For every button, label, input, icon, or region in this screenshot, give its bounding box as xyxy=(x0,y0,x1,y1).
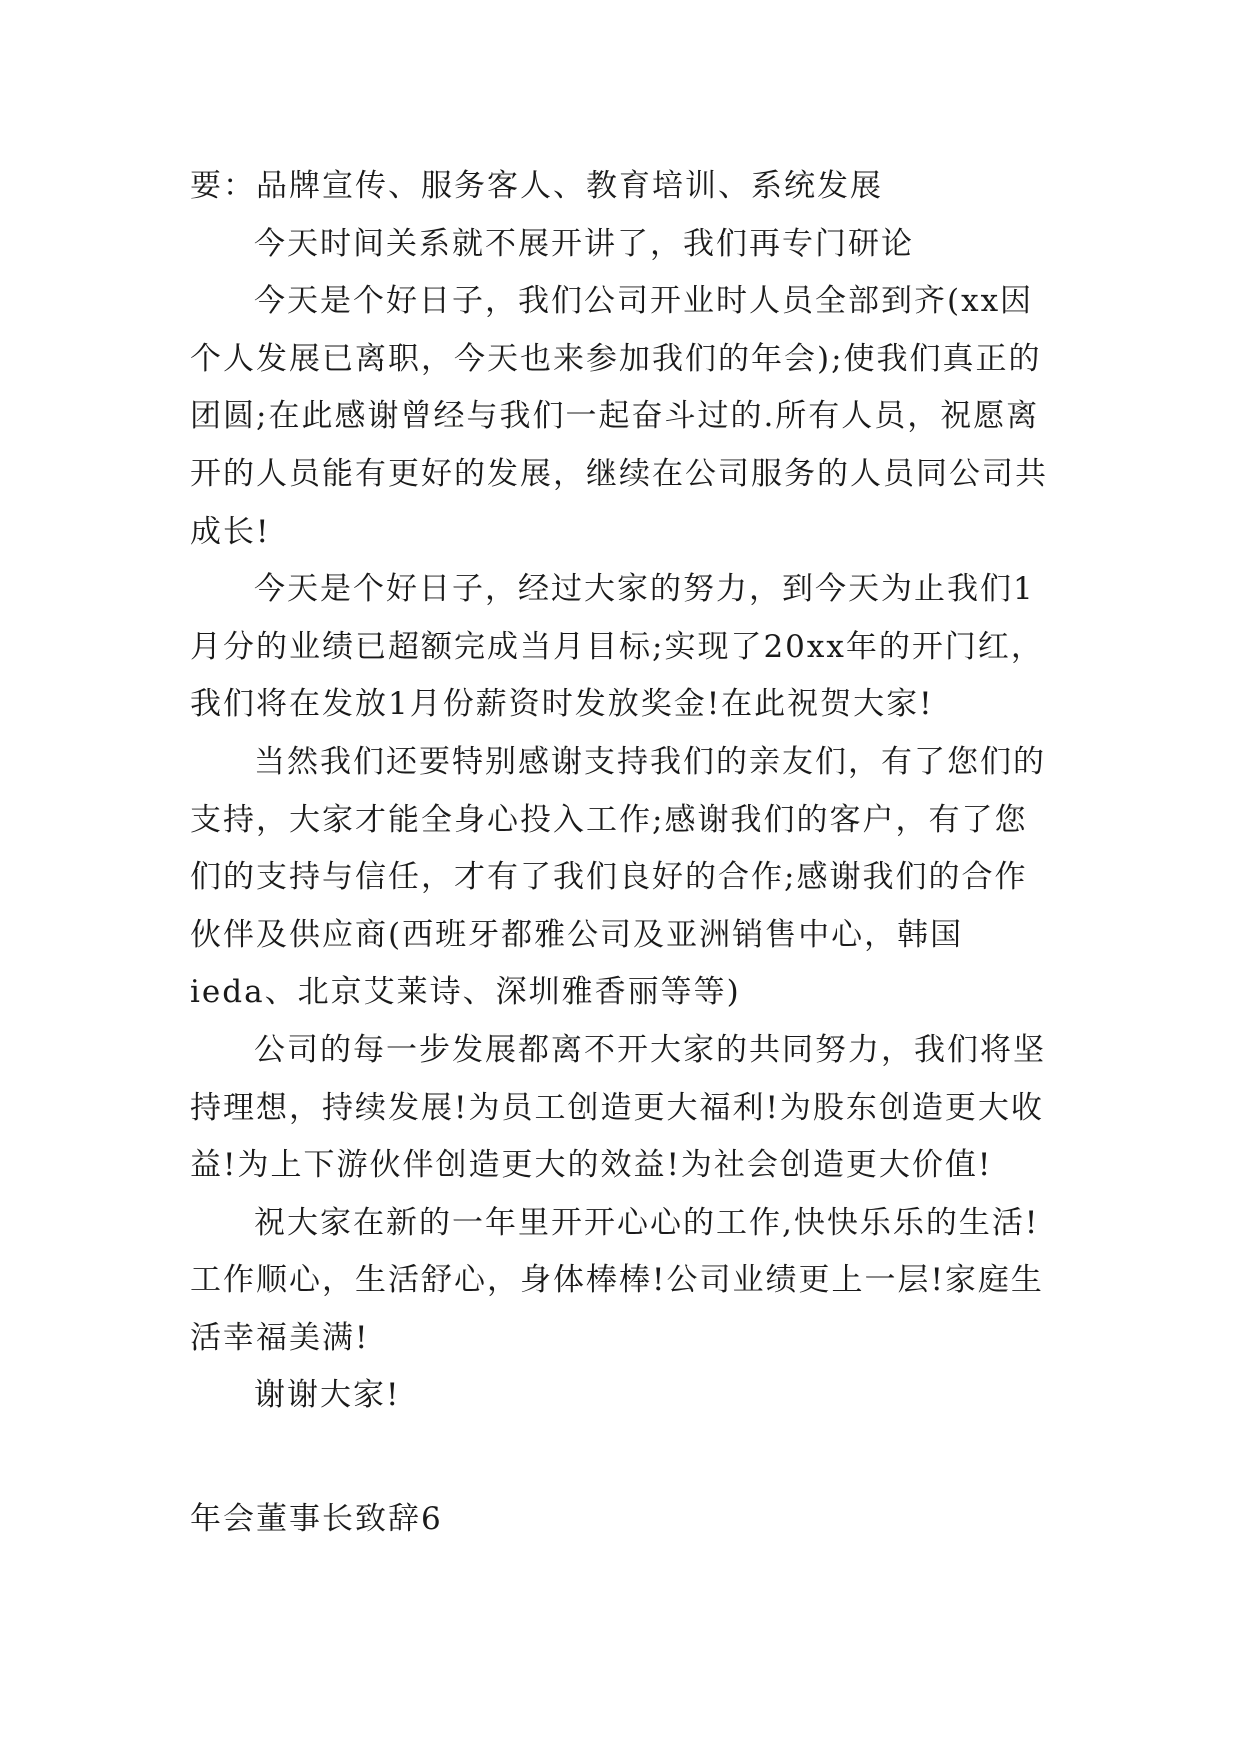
paragraph-thanks-partners: 当然我们还要特别感谢支持我们的亲友们，有了您们的支持，大家才能全身心投入工作;感谢我们的客户，有了您们的支持与信任，才有了我们良好的合作;感谢我们的合作伙伴及供应商(西班牙都雅公司及亚洲销售中心，韩国ieda、北京艾莱诗、深圳雅香丽等等) xyxy=(190,743,1046,1011)
paragraph-performance: 今天是个好日子，经过大家的努力，到今天为止我们1月分的业绩已超额完成当月目标;实现了20xx年的开门红，我们将在发放1月份薪资时发放奖金!在此祝贺大家! xyxy=(190,571,1044,723)
paragraph-new-year-wishes: 祝大家在新的一年里开开心心的工作,快快乐乐的生活!工作顺心，生活舒心，身体棒棒!公司业绩更上一层!家庭生活幸福美满! xyxy=(190,1204,1044,1356)
paragraph-time-note: 今天时间关系就不展开讲了，我们再专门研论 xyxy=(254,225,914,262)
document-body xyxy=(190,158,1050,1425)
paragraph-closing-thanks: 谢谢大家! xyxy=(254,1377,401,1414)
paragraph-reunion: 今天是个好日子，我们公司开业时人员全部到齐(xx因个人发展已离职，今天也来参加我们的年会);使我们真正的团圆;在此感谢曾经与我们一起奋斗过的.所有人员，祝愿离开的人员能有更好的发展，继续在公司服务的人员同公司共成长! xyxy=(190,283,1048,550)
paragraph-intro-line: 要：品牌宣传、服务客人、教育培训、系统发展 xyxy=(190,168,883,204)
paragraph-development: 公司的每一步发展都离不开大家的共同努力，我们将坚持理想，持续发展!为员工创造更大福利!为股东创造更大收益!为上下游伙伴创造更大的效益!为社会创造更大价值! xyxy=(190,1031,1046,1184)
section-heading: 年会董事长致辞6 xyxy=(190,1501,443,1537)
